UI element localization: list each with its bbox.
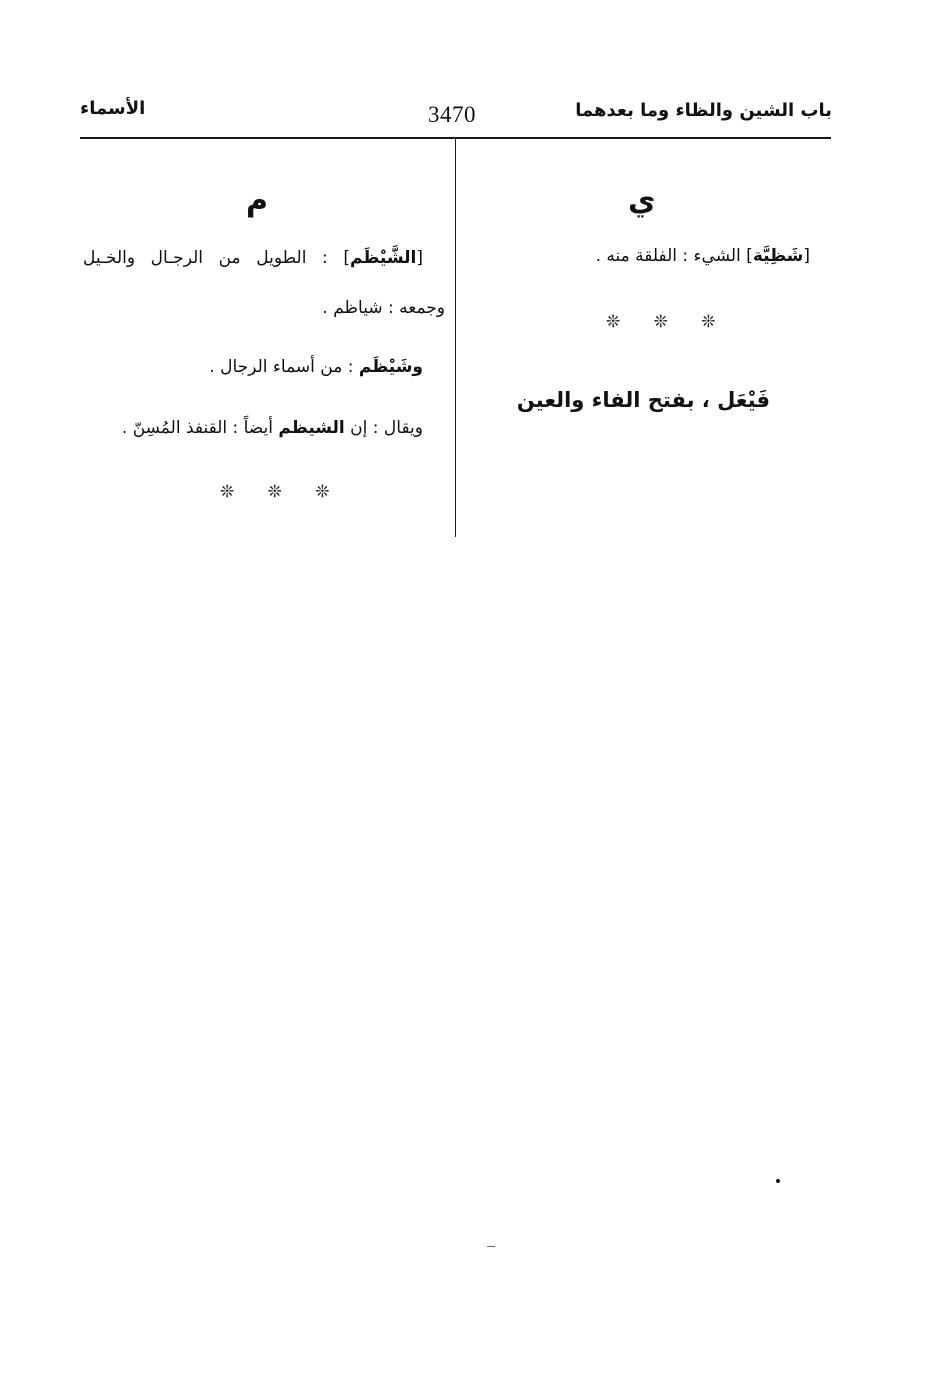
entry-shazhiyya bbox=[596, 246, 810, 266]
section-heading: فَيْعَل ، بفتح الفاء والعين bbox=[516, 388, 770, 412]
ink-mark bbox=[487, 1246, 495, 1247]
bracket-open: [ bbox=[803, 246, 810, 266]
entry-definition: : من أسماء الرجال . bbox=[209, 357, 354, 377]
running-header-chapter: باب الشين والظاء وما بعدهما bbox=[575, 100, 832, 121]
entry-shayzam-line-2: وجمعه : شياظم . bbox=[322, 298, 445, 318]
section-letter-mim: م bbox=[246, 183, 268, 218]
entry-shayzam-line-1 bbox=[83, 248, 423, 268]
entry-term: الشَّيْظَم bbox=[350, 248, 417, 268]
entry-definition: ] الشيء : الفلقة منه . bbox=[595, 246, 753, 266]
bracket-open: [ bbox=[416, 248, 423, 268]
entry-definition: ] : الطويل من الرجـال والخـيل bbox=[83, 248, 351, 268]
section-letter-ya: ي bbox=[628, 183, 656, 218]
entry-prefix: ويقال : إن bbox=[350, 418, 423, 438]
entry-term: شَظِيَّة bbox=[752, 246, 804, 266]
page-number: 3470 bbox=[428, 102, 476, 127]
ink-speck bbox=[776, 1179, 780, 1183]
separator-stars: ❊ ❊ ❊ bbox=[606, 312, 730, 332]
entry-term: وشَيْظَم bbox=[358, 357, 423, 377]
entry-definition: أيضاً : القنفذ المُسِنّ . bbox=[121, 418, 274, 438]
separator-stars: ❊ ❊ ❊ bbox=[220, 482, 344, 502]
entry-yuqal bbox=[122, 418, 423, 438]
column-divider bbox=[455, 139, 456, 537]
entry-term: الشيظم bbox=[278, 418, 345, 438]
entry-wa-shayzam bbox=[209, 357, 423, 377]
running-header-section: الأسماء bbox=[80, 98, 146, 119]
